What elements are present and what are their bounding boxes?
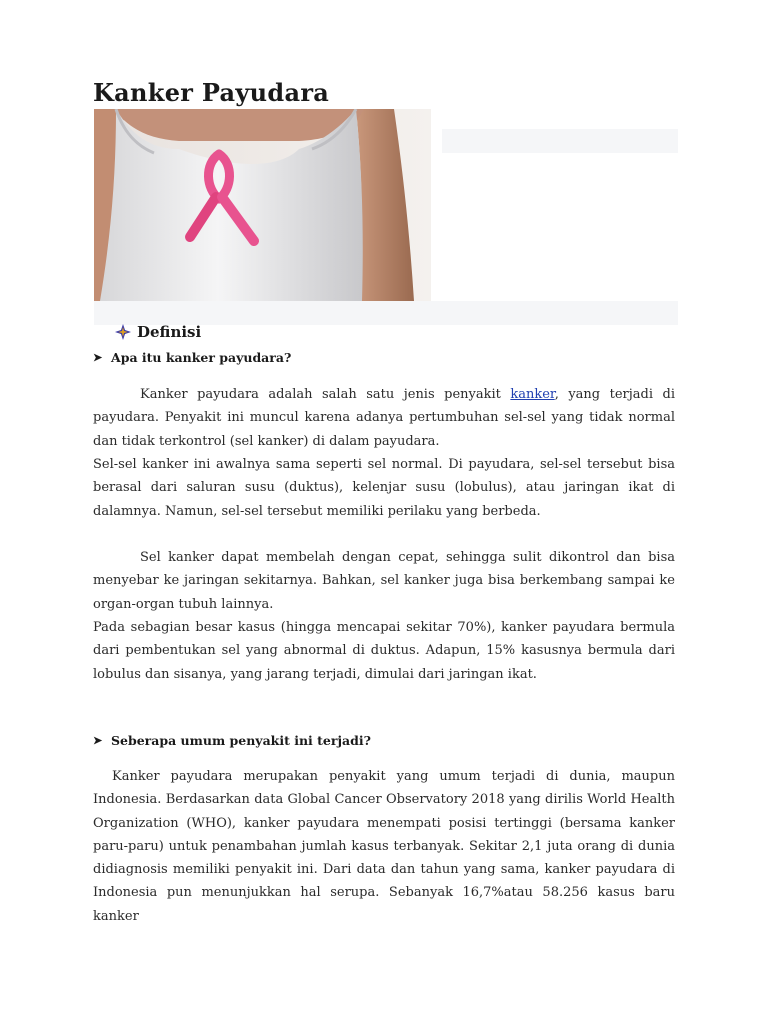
hero-image — [94, 109, 431, 301]
question-text: Apa itu kanker payudara? — [111, 350, 292, 365]
paragraph — [93, 383, 675, 453]
paragraph: Pada sebagian besar kasus (hingga mencapai sekitar 70%), kanker payudara bermula dari pembentukan sel yang abnormal di duktus. Adapun, 15% kasusnya bermula dari lobulus dan sisanya, yang jarang terjadi, dimulai dari jaringan ikat. — [93, 620, 675, 682]
question-heading — [93, 350, 291, 365]
paragraph: Sel-sel kanker ini awalnya sama seperti sel normal. Di payudara, sel-sel tersebut bisa berasal dari saluran susu (duktus), kelenjar susu (lobulus), atau jaringan ikat di dalamnya. Namun, sel-sel tersebut memiliki perilaku yang berbeda. — [93, 457, 675, 519]
section-heading-definisi — [115, 323, 201, 341]
four-point-star-bullet-icon — [115, 324, 131, 340]
ribbon-illustration — [94, 109, 431, 301]
arrowhead-bullet-icon: ➤ — [93, 351, 103, 364]
paragraph: Sel kanker dapat membelah dengan cepat, sehingga sulit dikontrol dan bisa menyebar ke jaringan sekitarnya. Bahkan, sel kanker juga bisa berkembang sampai ke organ-organ tubuh lainnya. — [93, 550, 675, 612]
question-text: Seberapa umum penyakit ini terjadi? — [111, 733, 371, 748]
arrowhead-bullet-icon: ➤ — [93, 734, 103, 747]
section-label: Definisi — [137, 323, 202, 341]
page-title: Kanker Payudara — [93, 78, 330, 107]
paragraph-text: , yang terjadi di payudara. Penyakit ini muncul karena adanya pertumbuhan sel-sel yang tidak normal dan tidak terkontrol (sel kanker) di dalam payudara. — [93, 387, 675, 449]
question-heading — [93, 733, 371, 748]
paragraph: Kanker payudara merupakan penyakit yang umum terjadi di dunia, maupun Indonesia. Berdasarkan data Global Cancer Observatory 2018 yang dirilis World Health Organization (WHO), kanker payudara menempati posisi tertinggi (bersama kanker paru-paru) untuk penambahan jumlah kasus terbanyak. Sekitar 2,1 juta orang di dunia didiagnosis memiliki penyakit ini. Dari data dan tahun yang sama, kanker payudara di Indonesia pun menunjukkan hal serupa. Sebanyak 16,7%atau 58.256 kasus baru kanker — [93, 769, 675, 924]
kanker-link[interactable]: kanker — [510, 387, 555, 402]
image-placeholder-band — [442, 129, 678, 153]
image-placeholder-band — [94, 301, 678, 325]
paragraph-text: Kanker payudara adalah salah satu jenis penyakit — [140, 387, 511, 402]
